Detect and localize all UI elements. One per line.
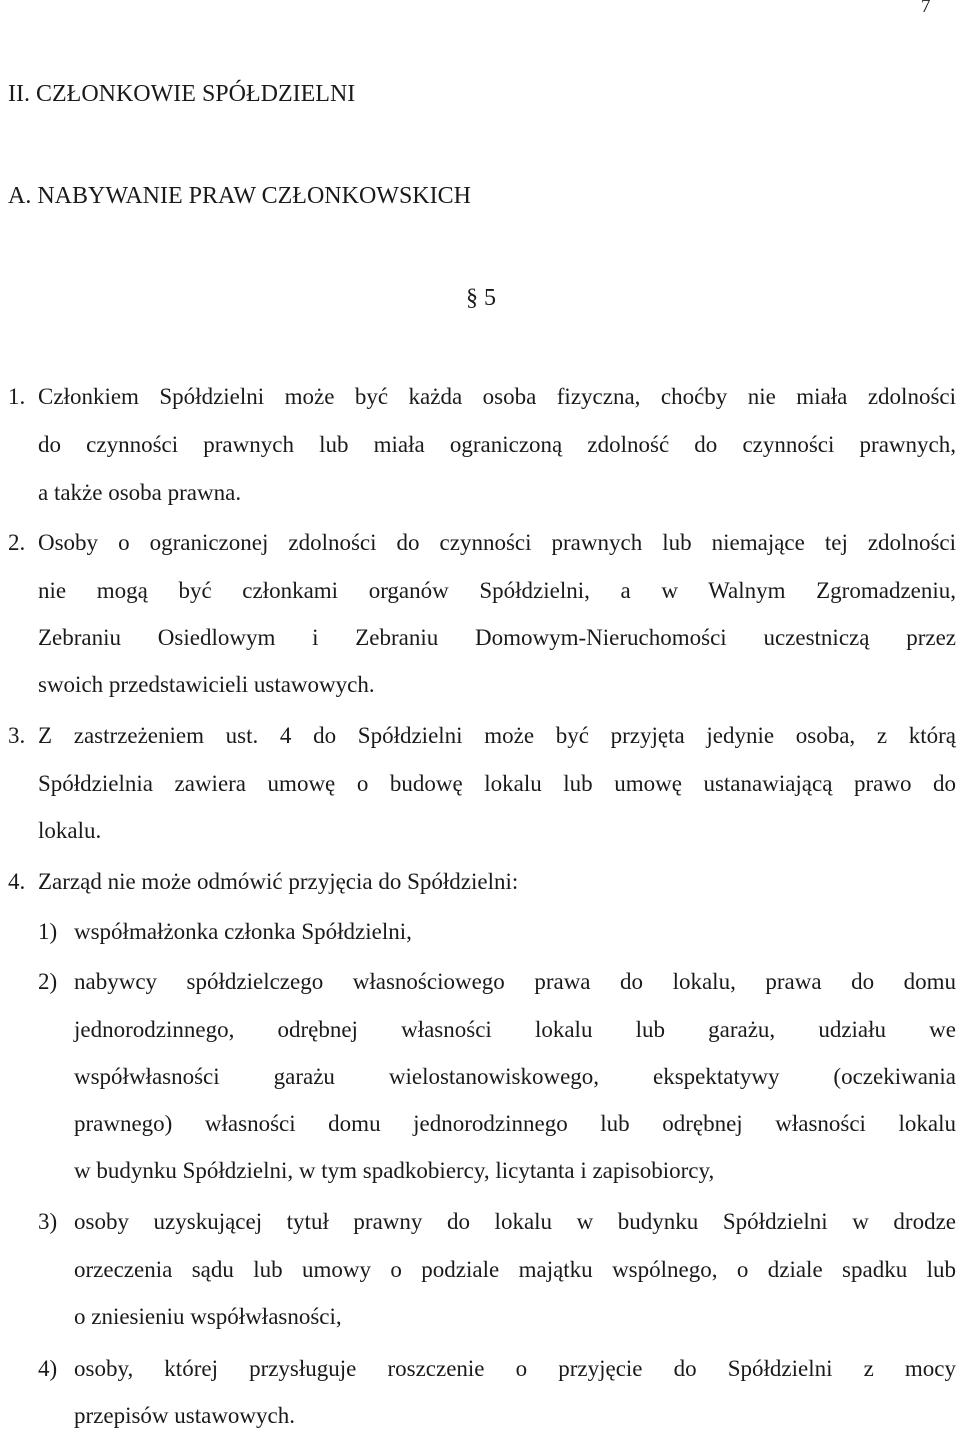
subitem-line: nabywcy spółdzielczego własnościowego prawa do lokalu, prawa do domu — [74, 969, 956, 994]
item-line: Osoby o ograniczonej zdolności do czynności prawnych lub niemające tej zdolności — [38, 530, 956, 555]
subitem-line: współwłasności garażu wielostanowiskowego, ekspektatywy (oczekiwania — [74, 1064, 956, 1089]
page-number: 7 — [921, 0, 931, 17]
item-line: Zarząd nie może odmówić przyjęcia do Spółdzielni: — [38, 869, 519, 894]
subitem-line: w budynku Spółdzielni, w tym spadkobiercy, licytanta i zapisobiorcy, — [74, 1158, 715, 1183]
subitem-line: przepisów ustawowych. — [74, 1403, 296, 1428]
item-line: lokalu. — [38, 818, 102, 843]
subitem-line: orzeczenia sądu lub umowy o podziale majątku wspólnego, o dziale spadku lub — [74, 1257, 956, 1282]
item-line: Członkiem Spółdzielni może być każda osoba fizyczna, choćby nie miała zdolności — [38, 384, 956, 409]
item-line: Zebraniu Osiedlowym i Zebraniu Domowym-Nieruchomości uczestniczą przez — [38, 625, 956, 650]
subitem-line: o zniesieniu współwłasności, — [74, 1304, 342, 1329]
item-line: Z zastrzeżeniem ust. 4 do Spółdzielni może być przyjęta jedynie osoba, z którą — [38, 723, 956, 748]
subitem-line: prawnego) własności domu jednorodzinnego lub odrębnej własności lokalu — [74, 1111, 956, 1136]
item-line: Spółdzielnia zawiera umowę o budowę lokalu lub umowę ustanawiającą prawo do — [38, 771, 956, 796]
chapter-title: II. CZŁONKOWIE SPÓŁDZIELNI — [8, 81, 356, 107]
subitem-number: 1) — [38, 919, 58, 944]
subitem-number: 3) — [38, 1209, 58, 1234]
item-number: 3. — [8, 723, 26, 748]
item-line: do czynności prawnych lub miała ograniczoną zdolność do czynności prawnych, — [38, 432, 956, 457]
item-number: 2. — [8, 530, 26, 555]
subitem-line: współmałżonka członka Spółdzielni, — [74, 919, 412, 944]
item-number: 4. — [8, 869, 26, 894]
item-line: nie mogą być członkami organów Spółdzielni, a w Walnym Zgromadzeniu, — [38, 578, 956, 603]
item-number: 1. — [8, 384, 26, 409]
subitem-number: 4) — [38, 1356, 58, 1381]
paragraph-mark: § 5 — [466, 285, 496, 311]
subitem-number: 2) — [38, 969, 58, 994]
section-title: A. NABYWANIE PRAW CZŁONKOWSKICH — [8, 183, 471, 209]
item-line: swoich przedstawicieli ustawowych. — [38, 672, 375, 697]
subitem-line: osoby uzyskującej tytuł prawny do lokalu w budynku Spółdzielni w drodze — [74, 1209, 956, 1234]
subitem-line: jednorodzinnego, odrębnej własności lokalu lub garażu, udziału we — [74, 1017, 956, 1042]
item-line: a także osoba prawna. — [38, 480, 242, 505]
subitem-line: osoby, której przysługuje roszczenie o przyjęcie do Spółdzielni z mocy — [74, 1356, 956, 1381]
